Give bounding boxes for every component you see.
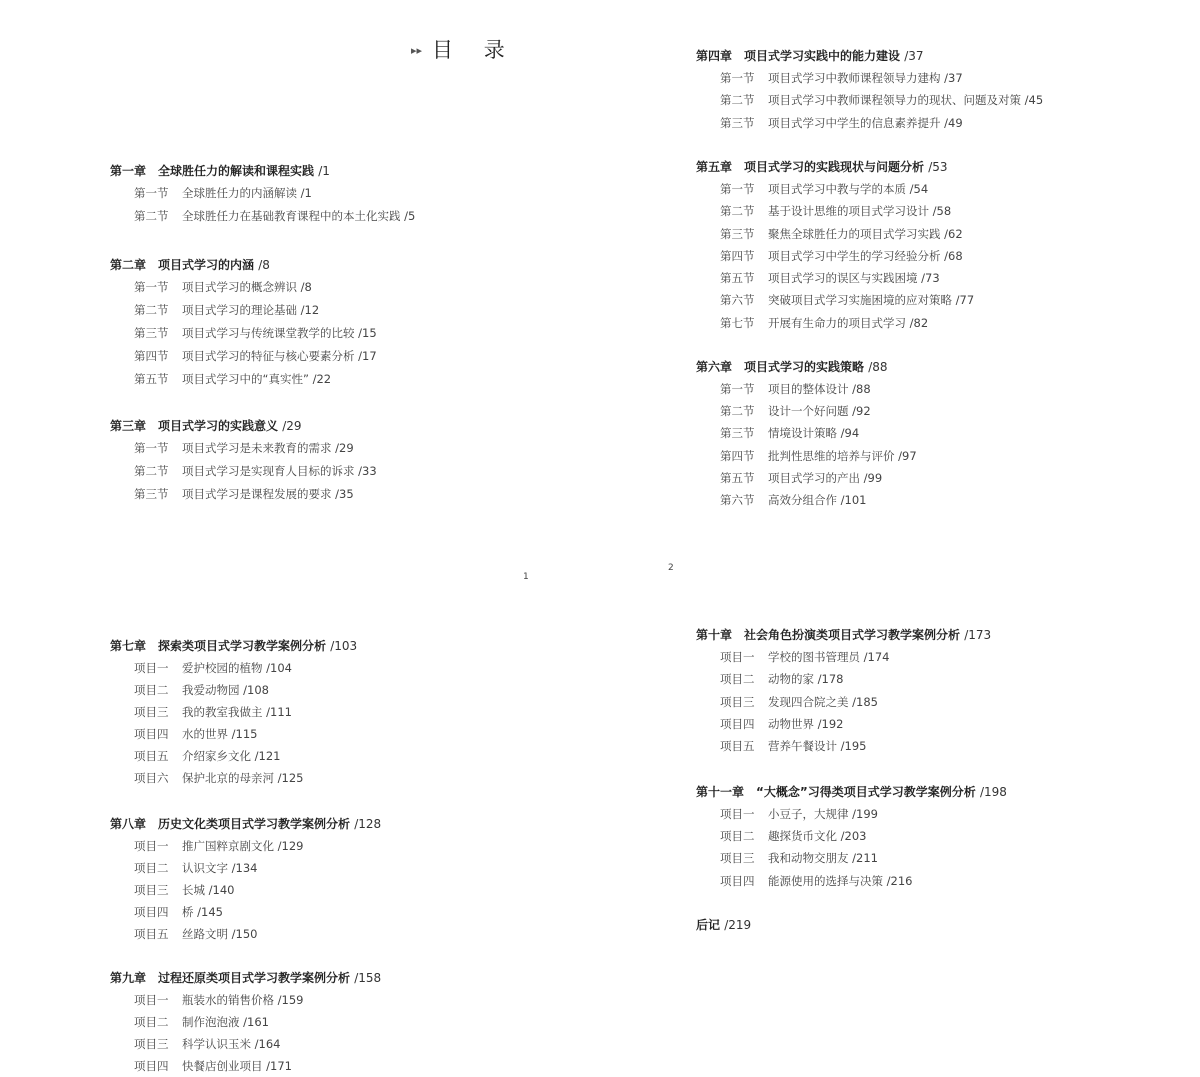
chapter-title-text: 第四章 项目式学习实践中的能力建设 [696,49,901,63]
entry-title: 项目式学习是未来教育的需求 [182,441,332,455]
entry-label: 第四节 [134,349,169,363]
chapter-title-text: 第十一章 “大概念”习得类项目式学习教学案例分析 [696,785,976,799]
toc-entry[interactable] [110,299,377,322]
entry-label: 项目一 [720,807,755,821]
entry-label: 项目三 [134,705,169,720]
entry-label: 第二节 [134,464,169,478]
toc-entry[interactable] [696,67,1043,89]
entry-title: 项目的整体设计 [768,382,849,396]
chapter-page-number: /8 [258,258,270,272]
entry-page-number: /115 [231,727,258,742]
entry-title: 开展有生命力的项目式学习 [768,315,906,330]
entry-label: 第四节 [720,448,755,463]
entry-label: 第二节 [720,404,755,419]
chapter-title[interactable] [110,160,415,182]
entry-page-number: /88 [852,382,871,396]
entry-title: 营养午餐设计 [768,739,837,754]
chapter-title-text: 后记 [696,918,721,932]
entry-label: 项目一 [134,839,169,853]
chapter-block [696,356,917,511]
entry-title: 我的教室我做主 [182,705,263,720]
entry-title: 基于设计思维的项目式学习设计 [768,204,929,219]
toc-entry[interactable] [696,312,974,334]
toc-entry[interactable] [696,200,974,222]
toc-entry[interactable] [110,1033,381,1055]
entry-page-number: /33 [358,464,377,478]
entry-page-number: /62 [944,226,963,241]
chapter-block [110,635,357,790]
entry-label: 项目一 [134,993,169,1007]
entry-label: 第一节 [134,441,169,455]
entry-title: 爱护校园的植物 [182,661,263,675]
chapter-title[interactable] [696,624,991,646]
entry-title: 水的世界 [182,727,228,742]
entry-page-number: /185 [852,694,878,709]
toc-entry[interactable] [110,1011,381,1033]
entry-page-number: /199 [852,807,878,821]
toc-entry[interactable] [696,691,991,713]
toc-entry[interactable] [696,289,974,311]
entry-label: 第一节 [134,280,169,294]
chapter-block [696,624,991,757]
entry-page-number: /5 [404,208,416,223]
entry-page-number: /17 [358,349,377,363]
entry-page-number: /58 [932,204,952,219]
entry-page-number: /15 [358,326,377,340]
chapter-title[interactable] [696,356,917,378]
entry-page-number: /216 [886,873,913,888]
entry-title: 丝路文明 [182,927,228,942]
toc-entry[interactable] [696,400,917,422]
entry-label: 项目一 [134,661,169,675]
entry-title: 动物世界 [768,716,814,731]
entry-title: 聚焦全球胜任力的项目式学习实践 [768,226,941,241]
entry-page-number: /104 [266,661,292,675]
entry-label: 项目六 [134,771,169,786]
toc-entry[interactable] [696,112,1043,134]
entry-title: 小豆子，大规律 [768,807,849,821]
entry-title: 项目式学习的误区与实践困境 [768,271,918,286]
toc-entry[interactable] [696,489,917,511]
toc-entry[interactable] [110,460,377,483]
entry-page-number: /49 [944,115,963,130]
entry-title: 突破项目式学习实施困境的应对策略 [768,293,952,308]
toc-entry[interactable] [110,923,381,945]
entry-label: 项目四 [720,716,755,731]
toc-entry[interactable] [696,445,917,467]
entry-label: 项目五 [720,739,755,754]
entry-title: 项目式学习中的“真实性” [182,372,309,386]
entry-title: 推广国粹京剧文化 [182,839,274,853]
entry-title: 项目式学习的特征与核心要素分析 [182,349,355,363]
entry-page-number: /129 [277,839,304,853]
toc-entry[interactable] [696,713,991,735]
chapter-block [696,45,1043,134]
toc-entry[interactable] [110,701,357,723]
chapter-title[interactable] [110,254,377,276]
entry-page-number: /82 [909,315,929,330]
entry-page-number: /73 [921,271,940,286]
entry-page-number: /29 [335,441,354,455]
toc-entry[interactable] [696,378,917,400]
entry-label: 第三节 [134,326,169,340]
toc-entry[interactable] [110,879,381,901]
entry-title: 桥 [182,905,194,920]
page-title-text: 目 录 [432,38,517,62]
entry-label: 第一节 [134,186,169,200]
toc-entry[interactable] [696,870,1007,892]
chapter-title[interactable] [696,781,1007,803]
entry-title: 项目式学习中学生的学习经验分析 [768,248,941,263]
chapter-block [696,156,974,334]
entry-page-number: /94 [840,426,860,441]
chapter-page-number: /103 [330,639,358,653]
entry-page-number: /37 [944,71,963,85]
entry-page-number: /164 [254,1037,281,1052]
entry-page-number: /203 [840,829,867,844]
chapter-title[interactable] [110,967,381,989]
chapter-title-text: 第二章 项目式学习的内涵 [110,258,255,272]
entry-page-number: /101 [840,492,867,507]
toc-entry[interactable] [696,467,917,489]
entry-label: 项目二 [720,672,755,687]
entry-title: 项目式学习是课程发展的要求 [182,487,332,501]
chapter-page-number: /88 [868,360,888,374]
entry-label: 第六节 [720,293,755,308]
toc-entry[interactable] [110,679,357,701]
entry-title: 制作泡泡液 [182,1015,240,1030]
entry-title: 我和动物交朋友 [768,851,849,866]
entry-title: 批判性思维的培养与评价 [768,448,895,463]
chapter-title-text: 第六章 项目式学习的实践策略 [696,360,865,374]
chapter-block [110,160,415,227]
chapter-block [110,254,377,391]
toc-entry[interactable] [110,345,377,368]
chapter-block [696,781,1007,892]
entry-title: 发现四合院之美 [768,694,849,709]
toc-entry[interactable] [110,989,381,1011]
entry-page-number: /99 [863,470,883,485]
entry-page-number: /77 [955,293,975,308]
toc-entry[interactable] [110,657,357,679]
chapter-title[interactable] [696,914,751,936]
entry-title: 认识文字 [182,861,228,876]
entry-label: 第三节 [134,487,169,501]
entry-title: 学校的图书管理员 [768,650,860,664]
entry-title: 快餐店创业项目 [182,1059,263,1074]
entry-page-number: /97 [898,448,917,463]
chapter-page-number: /219 [724,918,752,932]
entry-page-number: /35 [335,487,354,501]
toc-entry[interactable] [696,245,974,267]
chapter-title-text: 第八章 历史文化类项目式学习教学案例分析 [110,817,351,831]
entry-label: 第七节 [720,315,755,330]
toc-entry[interactable] [110,182,415,205]
entry-label: 第一节 [720,71,755,85]
toc-entry[interactable] [110,1055,381,1077]
toc-entry[interactable] [696,735,991,757]
entry-label: 项目二 [720,829,755,844]
chapter-title[interactable] [110,813,381,835]
entry-label: 第一节 [720,382,755,396]
toc-entry[interactable] [696,267,974,289]
entry-page-number: /134 [231,861,258,876]
entry-title: 保护北京的母亲河 [182,771,274,786]
chapter-page-number: /158 [354,971,382,985]
entry-page-number: /178 [817,672,844,687]
chapter-page-number: /128 [354,817,382,831]
chapter-page-number: /173 [964,628,992,642]
entry-label: 第三节 [720,426,755,441]
toc-entry[interactable] [110,835,381,857]
entry-label: 第六节 [720,492,755,507]
page-title [411,34,517,64]
chapter-page-number: /29 [282,419,302,433]
entry-label: 项目五 [134,749,169,764]
entry-page-number: /195 [840,739,867,754]
entry-label: 项目二 [134,683,169,698]
toc-entry[interactable] [696,223,974,245]
entry-page-number: /159 [277,993,304,1007]
chapter-block [696,914,751,936]
entry-title: 长城 [182,883,205,898]
entry-title: 全球胜任力的内涵解读 [182,186,297,200]
entry-page-number: /111 [266,705,292,720]
entry-page-number: /68 [944,248,963,263]
entry-page-number: /125 [277,771,304,786]
entry-page-number: /92 [852,404,871,419]
toc-entry[interactable] [110,723,357,745]
entry-title: 项目式学习的概念辨识 [182,280,297,294]
chapter-block [110,813,381,945]
chapter-page-number: /37 [904,49,924,63]
entry-title: 设计一个好问题 [768,404,849,419]
entry-page-number: /45 [1024,93,1044,108]
entry-label: 第三节 [720,115,755,130]
entry-page-number: /211 [852,851,878,866]
entry-page-number: /140 [208,883,235,898]
entry-label: 第一节 [720,182,755,196]
entry-label: 项目二 [134,861,169,876]
entry-title: 介绍家乡文化 [182,749,251,764]
chapter-title[interactable] [696,45,1043,67]
toc-entry[interactable] [110,901,381,923]
entry-page-number: /171 [266,1059,292,1074]
entry-label: 第三节 [720,226,755,241]
entry-title: 高效分组合作 [768,492,837,507]
entry-label: 项目二 [134,1015,169,1030]
chapter-title-text: 第三章 项目式学习的实践意义 [110,419,279,433]
entry-page-number: /121 [254,749,281,764]
chapter-title-text: 第十章 社会角色扮演类项目式学习教学案例分析 [696,628,961,642]
toc-entry[interactable] [110,767,357,789]
entry-page-number: /145 [197,905,223,920]
entry-page-number: /22 [312,372,332,386]
entry-title: 我爱动物园 [182,683,240,698]
chapter-block [110,967,381,1077]
toc-entry[interactable] [110,483,377,506]
entry-label: 项目五 [134,927,169,942]
page-number-left: 1 [523,572,529,582]
entry-title: 动物的家 [768,672,814,687]
toc-entry[interactable] [110,205,415,228]
chapter-page-number: /53 [928,160,948,174]
entry-title: 项目式学习中学生的信息素养提升 [768,115,941,130]
entry-page-number: /12 [300,303,320,317]
toc-entry[interactable] [110,857,381,879]
toc-entry[interactable] [696,803,1007,825]
entry-page-number: /8 [300,280,312,294]
entry-label: 项目三 [720,851,755,866]
chapter-block [110,415,377,506]
entry-title: 项目式学习的产出 [768,470,860,485]
toc-entry[interactable] [696,668,991,690]
chapter-title[interactable] [696,156,974,178]
entry-label: 第二节 [720,204,755,219]
entry-label: 项目三 [134,1037,169,1052]
chapter-page-number: /1 [318,164,330,178]
toc-entry[interactable] [110,745,357,767]
double-arrow-icon: ▸▸ [411,44,423,57]
toc-entry[interactable] [696,825,1007,847]
entry-title: 能源使用的选择与决策 [768,873,883,888]
entry-title: 全球胜任力在基础教育课程中的本土化实践 [182,208,401,223]
entry-title: 情境设计策略 [768,426,837,441]
entry-label: 项目四 [134,905,169,920]
chapter-page-number: /198 [979,785,1007,799]
entry-label: 第五节 [720,470,755,485]
entry-title: 项目式学习中教师课程领导力的现状、问题及对策 [768,93,1021,108]
toc-entry[interactable] [696,847,1007,869]
entry-label: 第五节 [134,372,169,386]
entry-title: 项目式学习是实现育人目标的诉求 [182,464,355,478]
entry-page-number: /54 [909,182,929,196]
chapter-title-text: 第七章 探索类项目式学习教学案例分析 [110,639,327,653]
entry-page-number: /161 [243,1015,269,1030]
entry-label: 第二节 [134,208,169,223]
toc-entry[interactable] [110,322,377,345]
entry-label: 项目三 [720,694,755,709]
chapter-title-text: 第一章 全球胜任力的解读和课程实践 [110,164,315,178]
chapter-title[interactable] [110,635,357,657]
entry-label: 第二节 [134,303,169,317]
toc-entry[interactable] [696,422,917,444]
entry-page-number: /1 [300,186,312,200]
chapter-title[interactable] [110,415,377,437]
toc-entry[interactable] [110,276,377,299]
toc-entry[interactable] [696,646,991,668]
entry-title: 项目式学习中教与学的本质 [768,182,906,196]
entry-title: 趣探货币文化 [768,829,837,844]
toc-entry[interactable] [696,89,1043,111]
entry-label: 第二节 [720,93,755,108]
entry-label: 项目四 [134,727,169,742]
entry-label: 项目四 [134,1059,169,1074]
entry-page-number: /192 [817,716,844,731]
entry-page-number: /108 [243,683,269,698]
entry-title: 项目式学习与传统课堂教学的比较 [182,326,355,340]
chapter-title-text: 第五章 项目式学习的实践现状与问题分析 [696,160,925,174]
page-number-right: 2 [668,563,674,573]
chapter-title-text: 第九章 过程还原类项目式学习教学案例分析 [110,971,351,985]
entry-title: 项目式学习的理论基础 [182,303,297,317]
toc-entry[interactable] [110,368,377,391]
entry-label: 项目一 [720,650,755,664]
entry-label: 项目三 [134,883,169,898]
toc-entry[interactable] [110,437,377,460]
entry-title: 瓶装水的销售价格 [182,993,274,1007]
toc-entry[interactable] [696,178,974,200]
entry-page-number: /174 [863,650,890,664]
entry-label: 项目四 [720,873,755,888]
entry-label: 第五节 [720,271,755,286]
entry-title: 科学认识玉米 [182,1037,251,1052]
entry-page-number: /150 [231,927,258,942]
entry-label: 第四节 [720,248,755,263]
entry-title: 项目式学习中教师课程领导力建构 [768,71,941,85]
